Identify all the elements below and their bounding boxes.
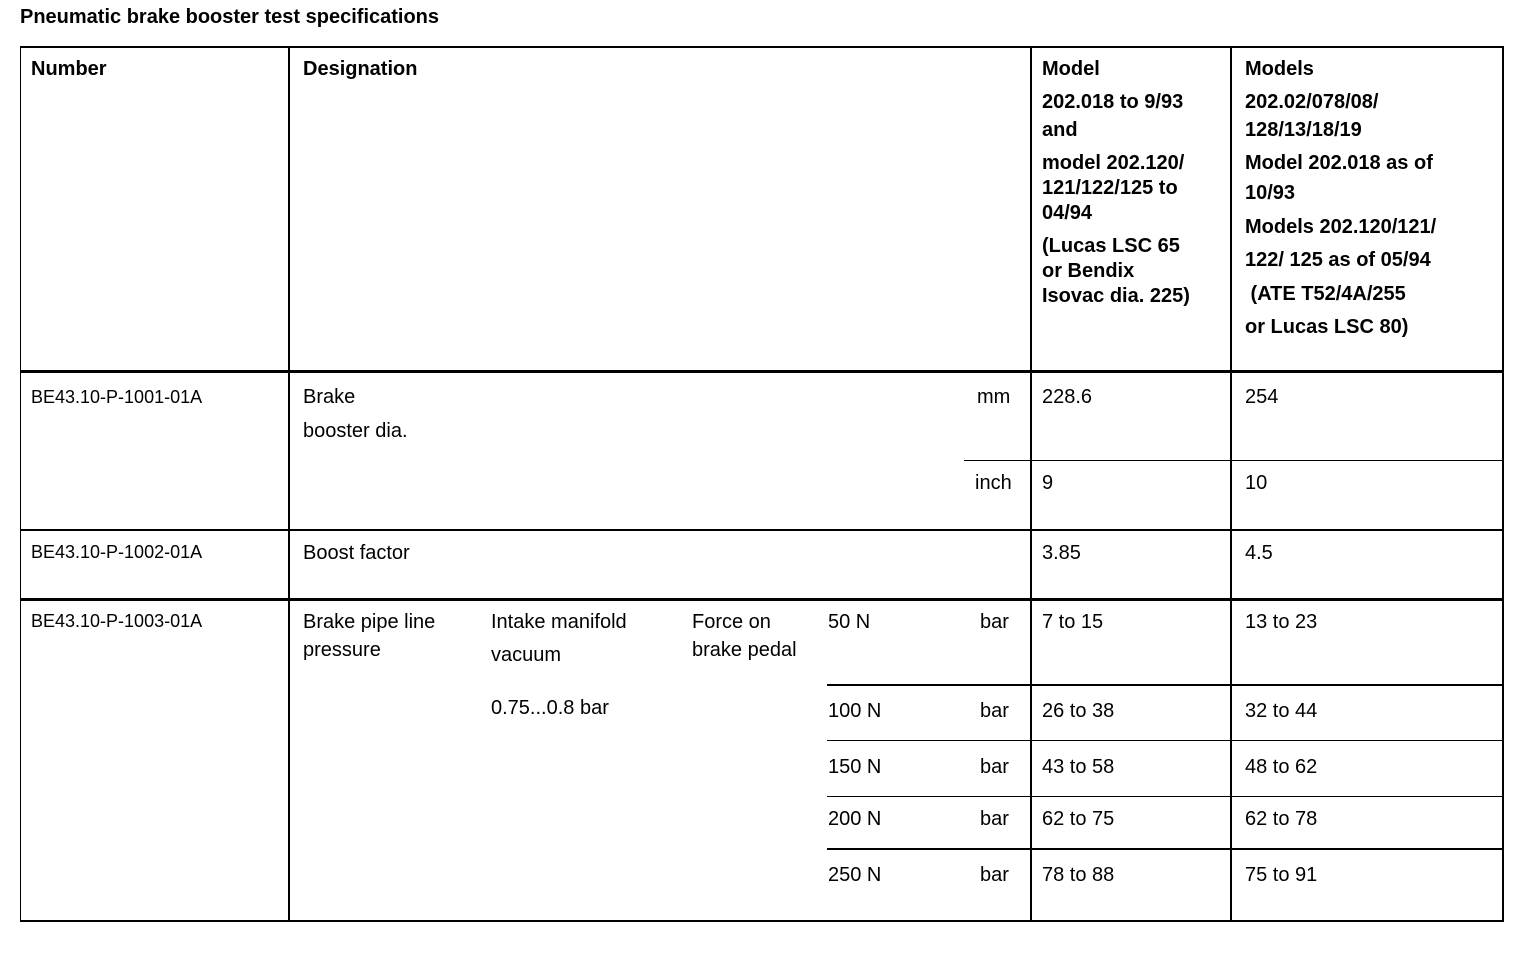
column-divider-model <box>1030 46 1032 922</box>
page-title: Pneumatic brake booster test specifications <box>20 6 440 28</box>
subrow-force: 50 N <box>828 611 871 633</box>
header-models-line6: 122/ 125 as of 05/94 <box>1245 249 1431 271</box>
subrow-model-value: 7 to 15 <box>1042 611 1104 633</box>
row1-unit-inch: inch <box>975 472 1012 494</box>
subrow-models-value: 48 to 62 <box>1245 756 1318 778</box>
header-model-line6: (Lucas LSC 65 <box>1042 235 1180 257</box>
subrow-models-value: 75 to 91 <box>1245 864 1318 886</box>
row1-models-mm-value: 254 <box>1245 386 1279 408</box>
row1-inner-separator <box>964 460 1504 461</box>
table-border-bottom <box>20 920 1504 922</box>
row3-designation-line1: Brake pipe line <box>303 611 436 633</box>
subrow-unit: bar <box>980 700 1009 722</box>
row2-models-value: 4.5 <box>1245 542 1273 564</box>
subrow-model-value: 62 to 75 <box>1042 808 1115 830</box>
row2-number: BE43.10-P-1002-01A <box>31 542 203 562</box>
column-divider-number <box>288 46 290 922</box>
row1-designation-line1: Brake <box>303 386 356 408</box>
subrow-unit: bar <box>980 611 1009 633</box>
header-model-line7: or Bendix <box>1042 260 1135 282</box>
subrow-models-value: 32 to 44 <box>1245 700 1318 722</box>
header-model-label: Model <box>1042 58 1100 80</box>
row1-model-inch-value: 9 <box>1042 472 1054 494</box>
subrow-models-value: 62 to 78 <box>1245 808 1318 830</box>
row3-sub-separator-2 <box>827 740 1504 741</box>
row1-separator <box>20 529 1504 531</box>
row1-unit-mm: mm <box>977 386 1011 408</box>
subrow-model-value: 26 to 38 <box>1042 700 1115 722</box>
row3-sub-separator-4 <box>827 848 1504 850</box>
subrow-models-value: 13 to 23 <box>1245 611 1318 633</box>
header-models-line7: (ATE T52/4A/255 <box>1245 283 1406 305</box>
subrow-force: 250 N <box>828 864 882 886</box>
row2-separator <box>20 598 1504 601</box>
subrow-unit: bar <box>980 756 1009 778</box>
row1-models-inch-value: 10 <box>1245 472 1268 494</box>
header-models-line2: 128/13/18/19 <box>1245 119 1362 141</box>
subrow-model-value: 43 to 58 <box>1042 756 1115 778</box>
header-models-line5: Models 202.120/121/ <box>1245 216 1437 238</box>
header-model-line1: 202.018 to 9/93 <box>1042 91 1184 113</box>
subrow-unit: bar <box>980 808 1009 830</box>
subrow-force: 200 N <box>828 808 882 830</box>
row2-designation: Boost factor <box>303 542 410 564</box>
header-models-line1: 202.02/078/08/ <box>1245 91 1379 113</box>
column-divider-models <box>1230 46 1232 922</box>
header-models-line4: 10/93 <box>1245 182 1296 204</box>
table-border-right <box>1502 46 1504 922</box>
row1-number: BE43.10-P-1001-01A <box>31 387 203 407</box>
header-model-line3: model 202.120/ <box>1042 152 1185 174</box>
header-number: Number <box>31 58 107 80</box>
table-border-left <box>20 46 21 922</box>
header-models-line8: or Lucas LSC 80) <box>1245 316 1409 338</box>
header-models-label: Models <box>1245 58 1314 80</box>
header-model-line2: and <box>1042 119 1078 141</box>
row3-sub-separator-3 <box>827 796 1504 797</box>
header-designation: Designation <box>303 58 418 80</box>
row3-designation-line2: pressure <box>303 639 381 661</box>
row3-vacuum-value: 0.75...0.8 bar <box>491 697 609 719</box>
row1-model-mm-value: 228.6 <box>1042 386 1093 408</box>
row2-model-value: 3.85 <box>1042 542 1081 564</box>
row3-vacuum-line1: Intake manifold <box>491 611 627 633</box>
row3-force-line1: Force on <box>692 611 771 633</box>
subrow-unit: bar <box>980 864 1009 886</box>
subrow-model-value: 78 to 88 <box>1042 864 1115 886</box>
header-model-line4: 121/122/125 to <box>1042 177 1178 199</box>
row3-sub-separator-1 <box>827 684 1504 686</box>
subrow-force: 100 N <box>828 700 882 722</box>
row3-number: BE43.10-P-1003-01A <box>31 611 203 631</box>
header-model-line5: 04/94 <box>1042 202 1093 224</box>
header-models-line3: Model 202.018 as of <box>1245 152 1433 174</box>
row3-force-line2: brake pedal <box>692 639 797 661</box>
header-separator <box>20 370 1504 373</box>
subrow-force: 150 N <box>828 756 882 778</box>
header-model-line8: Isovac dia. 225) <box>1042 285 1190 307</box>
row3-vacuum-line2: vacuum <box>491 644 562 666</box>
row1-designation-line2: booster dia. <box>303 420 408 442</box>
table-border-top <box>20 46 1504 48</box>
